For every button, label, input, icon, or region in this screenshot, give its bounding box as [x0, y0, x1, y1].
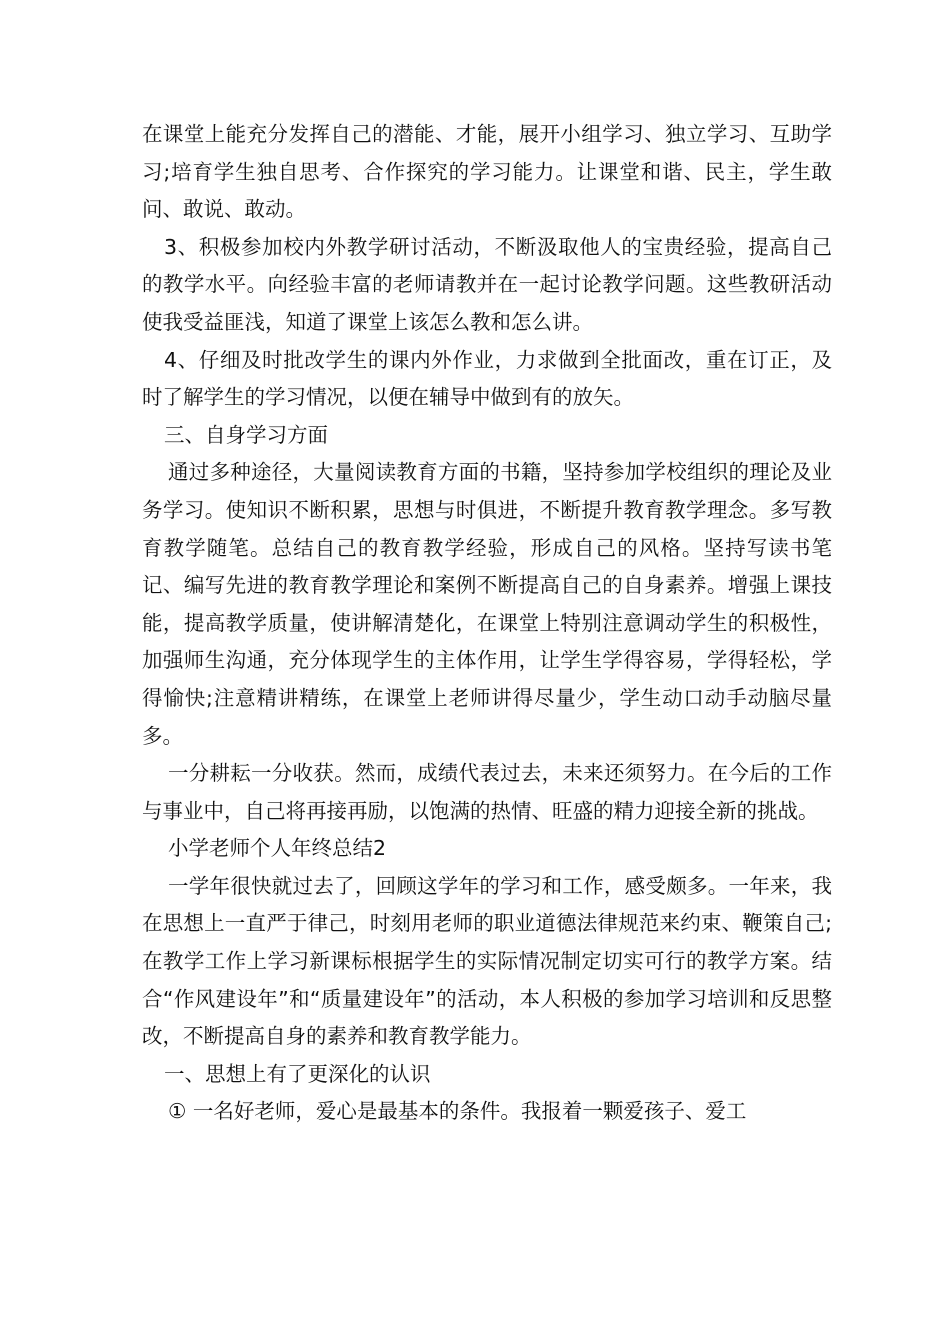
paragraph-conclusion: 一分耕耘一分收获。然而，成绩代表过去，未来还须努力。在今后的工作与事业中，自己将再接再励，以饱满的热情、旺盛的精力迎接全新的挑战。 [142, 761, 832, 823]
document-body [142, 116, 832, 1131]
paragraph-self-study: 通过多种途径，大量阅读教育方面的书籍，坚持参加学校组织的理论及业务学习。使知识不断积累，思想与时俱进，不断提升教育教学理念。多写教育教学随笔。总结自己的教育教学经验，形成自己的风格。坚持写读书笔记、编写先进的教育教学理论和案例不断提高自己的自身素养。增强上课技能，提高教学质量，使讲解清楚化，在课堂上特别注意调动学生的积极性，加强师生沟通，充分体现学生的主体作用，让学生学得容易，学得轻松，学得愉快;注意精讲精练，在课堂上老师讲得尽量少，学生动口动手动脑尽量多。 [142, 460, 832, 748]
paragraph-item-4: 4、仔细及时批改学生的课内外作业，力求做到全批面改，重在订正，及时了解学生的学习情况，以便在辅导中做到有的放矢。 [142, 347, 832, 410]
section-heading-self-study: 三、自身学习方面 [164, 422, 328, 447]
section-heading-thought: 一、思想上有了更深化的认识 [164, 1061, 431, 1086]
paragraph-year-review: 一学年很快就过去了，回顾这学年的学习和工作，感受颇多。一年来，我在思想上一直严于律己，时刻用老师的职业道德法律规范来约束、鞭策自己;在教学工作上学习新课标根据学生的实际情况制定切实可行的教学方案。结合“作风建设年”和“质量建设年”的活动，本人积极的参加学习培训和反思整改，不断提高自身的素养和教育教学能力。 [142, 873, 832, 1049]
document-subtitle: 小学老师个人年终总结2 [168, 836, 387, 861]
paragraph-classroom-continuation: 在课堂上能充分发挥自己的潜能、才能，展开小组学习、独立学习、互助学习;培育学生独自思考、合作探究的学习能力。让课堂和谐、民主，学生敢问、敢说、敢动。 [142, 122, 832, 222]
paragraph-item-circled-1: ① 一名好老师，爱心是最基本的条件。我报着一颗爱孩子、爱工 [168, 1099, 747, 1124]
paragraph-item-3: 3、积极参加校内外教学研讨活动，不断汲取他人的宝贵经验，提高自己的教学水平。向经验丰富的老师请教并在一起讨论教学问题。这些教研活动使我受益匪浅，知道了课堂上该怎么教和怎么讲。 [142, 234, 832, 334]
